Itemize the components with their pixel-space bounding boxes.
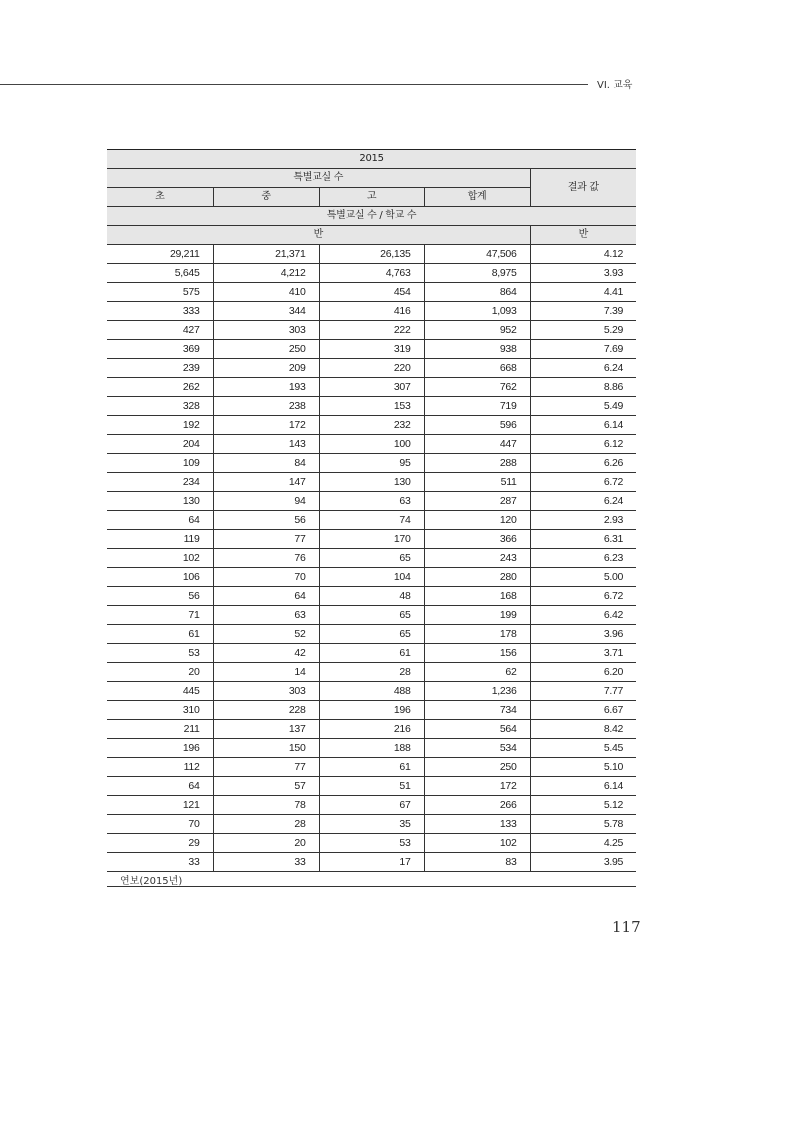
table-row (107, 701, 636, 720)
value-total: 952 (424, 321, 530, 340)
value-total: 864 (424, 283, 530, 302)
value-high: 51 (319, 777, 424, 796)
value-high: 319 (319, 340, 424, 359)
value-middle: 63 (213, 606, 319, 625)
value-middle: 70 (213, 568, 319, 587)
value-result: 6.72 (530, 587, 636, 606)
value-total: 120 (424, 511, 530, 530)
value-elementary: 427 (107, 321, 213, 340)
value-total: 938 (424, 340, 530, 359)
value-high: 216 (319, 720, 424, 739)
value-result: 5.78 (530, 815, 636, 834)
value-high: 48 (319, 587, 424, 606)
value-result: 6.12 (530, 435, 636, 454)
value-elementary: 29,211 (107, 245, 213, 264)
value-high: 74 (319, 511, 424, 530)
value-middle: 147 (213, 473, 319, 492)
table-row (107, 796, 636, 815)
value-middle: 410 (213, 283, 319, 302)
value-middle: 172 (213, 416, 319, 435)
table-row (107, 758, 636, 777)
table-row (107, 568, 636, 587)
value-high: 63 (319, 492, 424, 511)
table-row (107, 815, 636, 834)
table-row (107, 644, 636, 663)
table-row (107, 378, 636, 397)
value-result: 5.45 (530, 739, 636, 758)
value-elementary: 445 (107, 682, 213, 701)
value-high: 104 (319, 568, 424, 587)
value-result: 3.93 (530, 264, 636, 283)
value-high: 67 (319, 796, 424, 815)
table-row (107, 663, 636, 682)
value-high: 220 (319, 359, 424, 378)
value-result: 2.93 (530, 511, 636, 530)
value-high: 488 (319, 682, 424, 701)
value-result: 5.00 (530, 568, 636, 587)
value-total: 288 (424, 454, 530, 473)
group-row (107, 169, 636, 188)
value-total: 8,975 (424, 264, 530, 283)
value-elementary: 29 (107, 834, 213, 853)
value-elementary: 61 (107, 625, 213, 644)
value-elementary: 130 (107, 492, 213, 511)
value-elementary: 204 (107, 435, 213, 454)
value-result: 6.24 (530, 492, 636, 511)
table-row (107, 245, 636, 264)
value-elementary: 234 (107, 473, 213, 492)
table-row (107, 454, 636, 473)
table-row (107, 530, 636, 549)
value-high: 65 (319, 625, 424, 644)
value-high: 222 (319, 321, 424, 340)
column-header-high: 고 (319, 188, 424, 207)
table-row (107, 302, 636, 321)
value-middle: 137 (213, 720, 319, 739)
value-total: 178 (424, 625, 530, 644)
value-high: 65 (319, 549, 424, 568)
value-elementary: 262 (107, 378, 213, 397)
value-total: 133 (424, 815, 530, 834)
table-row (107, 283, 636, 302)
value-result: 6.14 (530, 777, 636, 796)
value-total: 83 (424, 853, 530, 872)
value-elementary: 328 (107, 397, 213, 416)
value-total: 366 (424, 530, 530, 549)
value-middle: 77 (213, 530, 319, 549)
value-high: 61 (319, 644, 424, 663)
table-row (107, 359, 636, 378)
value-high: 232 (319, 416, 424, 435)
table-row (107, 587, 636, 606)
value-high: 28 (319, 663, 424, 682)
value-elementary: 112 (107, 758, 213, 777)
table-row (107, 511, 636, 530)
value-elementary: 64 (107, 777, 213, 796)
value-high: 35 (319, 815, 424, 834)
table-row (107, 606, 636, 625)
value-middle: 78 (213, 796, 319, 815)
value-elementary: 64 (107, 511, 213, 530)
value-high: 53 (319, 834, 424, 853)
column-header-total: 합계 (424, 188, 530, 207)
table-row (107, 682, 636, 701)
value-total: 734 (424, 701, 530, 720)
value-total: 250 (424, 758, 530, 777)
value-result: 6.42 (530, 606, 636, 625)
value-high: 95 (319, 454, 424, 473)
value-total: 156 (424, 644, 530, 663)
value-high: 196 (319, 701, 424, 720)
table-row (107, 340, 636, 359)
value-result: 6.24 (530, 359, 636, 378)
value-result: 3.95 (530, 853, 636, 872)
value-elementary: 369 (107, 340, 213, 359)
value-middle: 28 (213, 815, 319, 834)
value-elementary: 106 (107, 568, 213, 587)
value-middle: 209 (213, 359, 319, 378)
value-elementary: 196 (107, 739, 213, 758)
value-result: 3.71 (530, 644, 636, 663)
value-total: 447 (424, 435, 530, 454)
value-middle: 76 (213, 549, 319, 568)
table-row (107, 549, 636, 568)
value-total: 266 (424, 796, 530, 815)
value-total: 668 (424, 359, 530, 378)
page-number: 117 (612, 918, 641, 936)
value-middle: 20 (213, 834, 319, 853)
value-high: 416 (319, 302, 424, 321)
table-row (107, 321, 636, 340)
value-elementary: 575 (107, 283, 213, 302)
value-elementary: 239 (107, 359, 213, 378)
table-row (107, 853, 636, 872)
value-middle: 303 (213, 682, 319, 701)
value-result: 7.77 (530, 682, 636, 701)
header-rule (0, 84, 588, 85)
value-result: 5.49 (530, 397, 636, 416)
value-middle: 21,371 (213, 245, 319, 264)
column-header-middle: 중 (213, 188, 319, 207)
value-elementary: 33 (107, 853, 213, 872)
value-middle: 150 (213, 739, 319, 758)
value-result: 5.12 (530, 796, 636, 815)
value-high: 61 (319, 758, 424, 777)
table-row (107, 739, 636, 758)
value-elementary: 310 (107, 701, 213, 720)
table-row (107, 416, 636, 435)
year-header: 2015 (107, 150, 636, 169)
year-row (107, 150, 636, 169)
value-total: 511 (424, 473, 530, 492)
table-row (107, 492, 636, 511)
value-elementary: 53 (107, 644, 213, 663)
value-total: 62 (424, 663, 530, 682)
table-row (107, 834, 636, 853)
table-row (107, 435, 636, 454)
column-header-elementary: 초 (107, 188, 213, 207)
value-middle: 193 (213, 378, 319, 397)
value-total: 596 (424, 416, 530, 435)
table-row (107, 720, 636, 739)
value-middle: 228 (213, 701, 319, 720)
value-total: 564 (424, 720, 530, 739)
value-result: 6.20 (530, 663, 636, 682)
value-total: 534 (424, 739, 530, 758)
value-middle: 56 (213, 511, 319, 530)
value-result: 6.31 (530, 530, 636, 549)
value-total: 762 (424, 378, 530, 397)
value-elementary: 109 (107, 454, 213, 473)
value-total: 1,093 (424, 302, 530, 321)
value-elementary: 333 (107, 302, 213, 321)
value-high: 17 (319, 853, 424, 872)
value-result: 4.12 (530, 245, 636, 264)
value-elementary: 71 (107, 606, 213, 625)
value-total: 719 (424, 397, 530, 416)
value-elementary: 56 (107, 587, 213, 606)
value-middle: 14 (213, 663, 319, 682)
value-high: 65 (319, 606, 424, 625)
value-elementary: 70 (107, 815, 213, 834)
value-middle: 52 (213, 625, 319, 644)
value-result: 4.25 (530, 834, 636, 853)
value-total: 47,506 (424, 245, 530, 264)
value-result: 7.69 (530, 340, 636, 359)
value-middle: 250 (213, 340, 319, 359)
value-result: 8.86 (530, 378, 636, 397)
value-total: 280 (424, 568, 530, 587)
value-middle: 57 (213, 777, 319, 796)
value-elementary: 192 (107, 416, 213, 435)
value-total: 199 (424, 606, 530, 625)
data-table (107, 149, 636, 872)
table-body (107, 245, 636, 872)
unit-row (107, 226, 636, 245)
value-result: 5.10 (530, 758, 636, 777)
value-middle: 4,212 (213, 264, 319, 283)
value-high: 454 (319, 283, 424, 302)
table-row (107, 777, 636, 796)
value-middle: 42 (213, 644, 319, 663)
value-total: 243 (424, 549, 530, 568)
value-result: 6.14 (530, 416, 636, 435)
table-row (107, 625, 636, 644)
chapter-title: VI. 교육 (597, 80, 633, 91)
group-header: 특별교실 수 (107, 169, 530, 188)
table-row (107, 264, 636, 283)
value-high: 26,135 (319, 245, 424, 264)
value-middle: 33 (213, 853, 319, 872)
value-elementary: 20 (107, 663, 213, 682)
value-result: 4.41 (530, 283, 636, 302)
value-high: 130 (319, 473, 424, 492)
value-elementary: 121 (107, 796, 213, 815)
value-middle: 64 (213, 587, 319, 606)
value-middle: 143 (213, 435, 319, 454)
table-row (107, 397, 636, 416)
value-result: 3.96 (530, 625, 636, 644)
value-result: 6.72 (530, 473, 636, 492)
value-middle: 84 (213, 454, 319, 473)
value-result: 8.42 (530, 720, 636, 739)
source-note: 연보(2015년) (120, 876, 183, 887)
value-middle: 77 (213, 758, 319, 777)
value-high: 188 (319, 739, 424, 758)
ratio-header: 특별교실 수 / 학교 수 (107, 207, 636, 226)
value-total: 287 (424, 492, 530, 511)
unit-left: 반 (107, 226, 530, 245)
value-result: 6.23 (530, 549, 636, 568)
value-elementary: 119 (107, 530, 213, 549)
value-total: 1,236 (424, 682, 530, 701)
value-total: 168 (424, 587, 530, 606)
value-middle: 238 (213, 397, 319, 416)
value-total: 172 (424, 777, 530, 796)
value-elementary: 211 (107, 720, 213, 739)
value-result: 6.67 (530, 701, 636, 720)
value-result: 6.26 (530, 454, 636, 473)
value-elementary: 102 (107, 549, 213, 568)
bottom-rule (107, 886, 636, 887)
result-header: 결과 값 (530, 169, 636, 207)
value-middle: 303 (213, 321, 319, 340)
unit-right: 반 (530, 226, 636, 245)
ratio-row (107, 207, 636, 226)
value-high: 4,763 (319, 264, 424, 283)
value-high: 100 (319, 435, 424, 454)
value-total: 102 (424, 834, 530, 853)
value-high: 170 (319, 530, 424, 549)
value-elementary: 5,645 (107, 264, 213, 283)
value-high: 153 (319, 397, 424, 416)
value-result: 7.39 (530, 302, 636, 321)
table-row (107, 473, 636, 492)
value-middle: 94 (213, 492, 319, 511)
value-middle: 344 (213, 302, 319, 321)
value-result: 5.29 (530, 321, 636, 340)
value-high: 307 (319, 378, 424, 397)
